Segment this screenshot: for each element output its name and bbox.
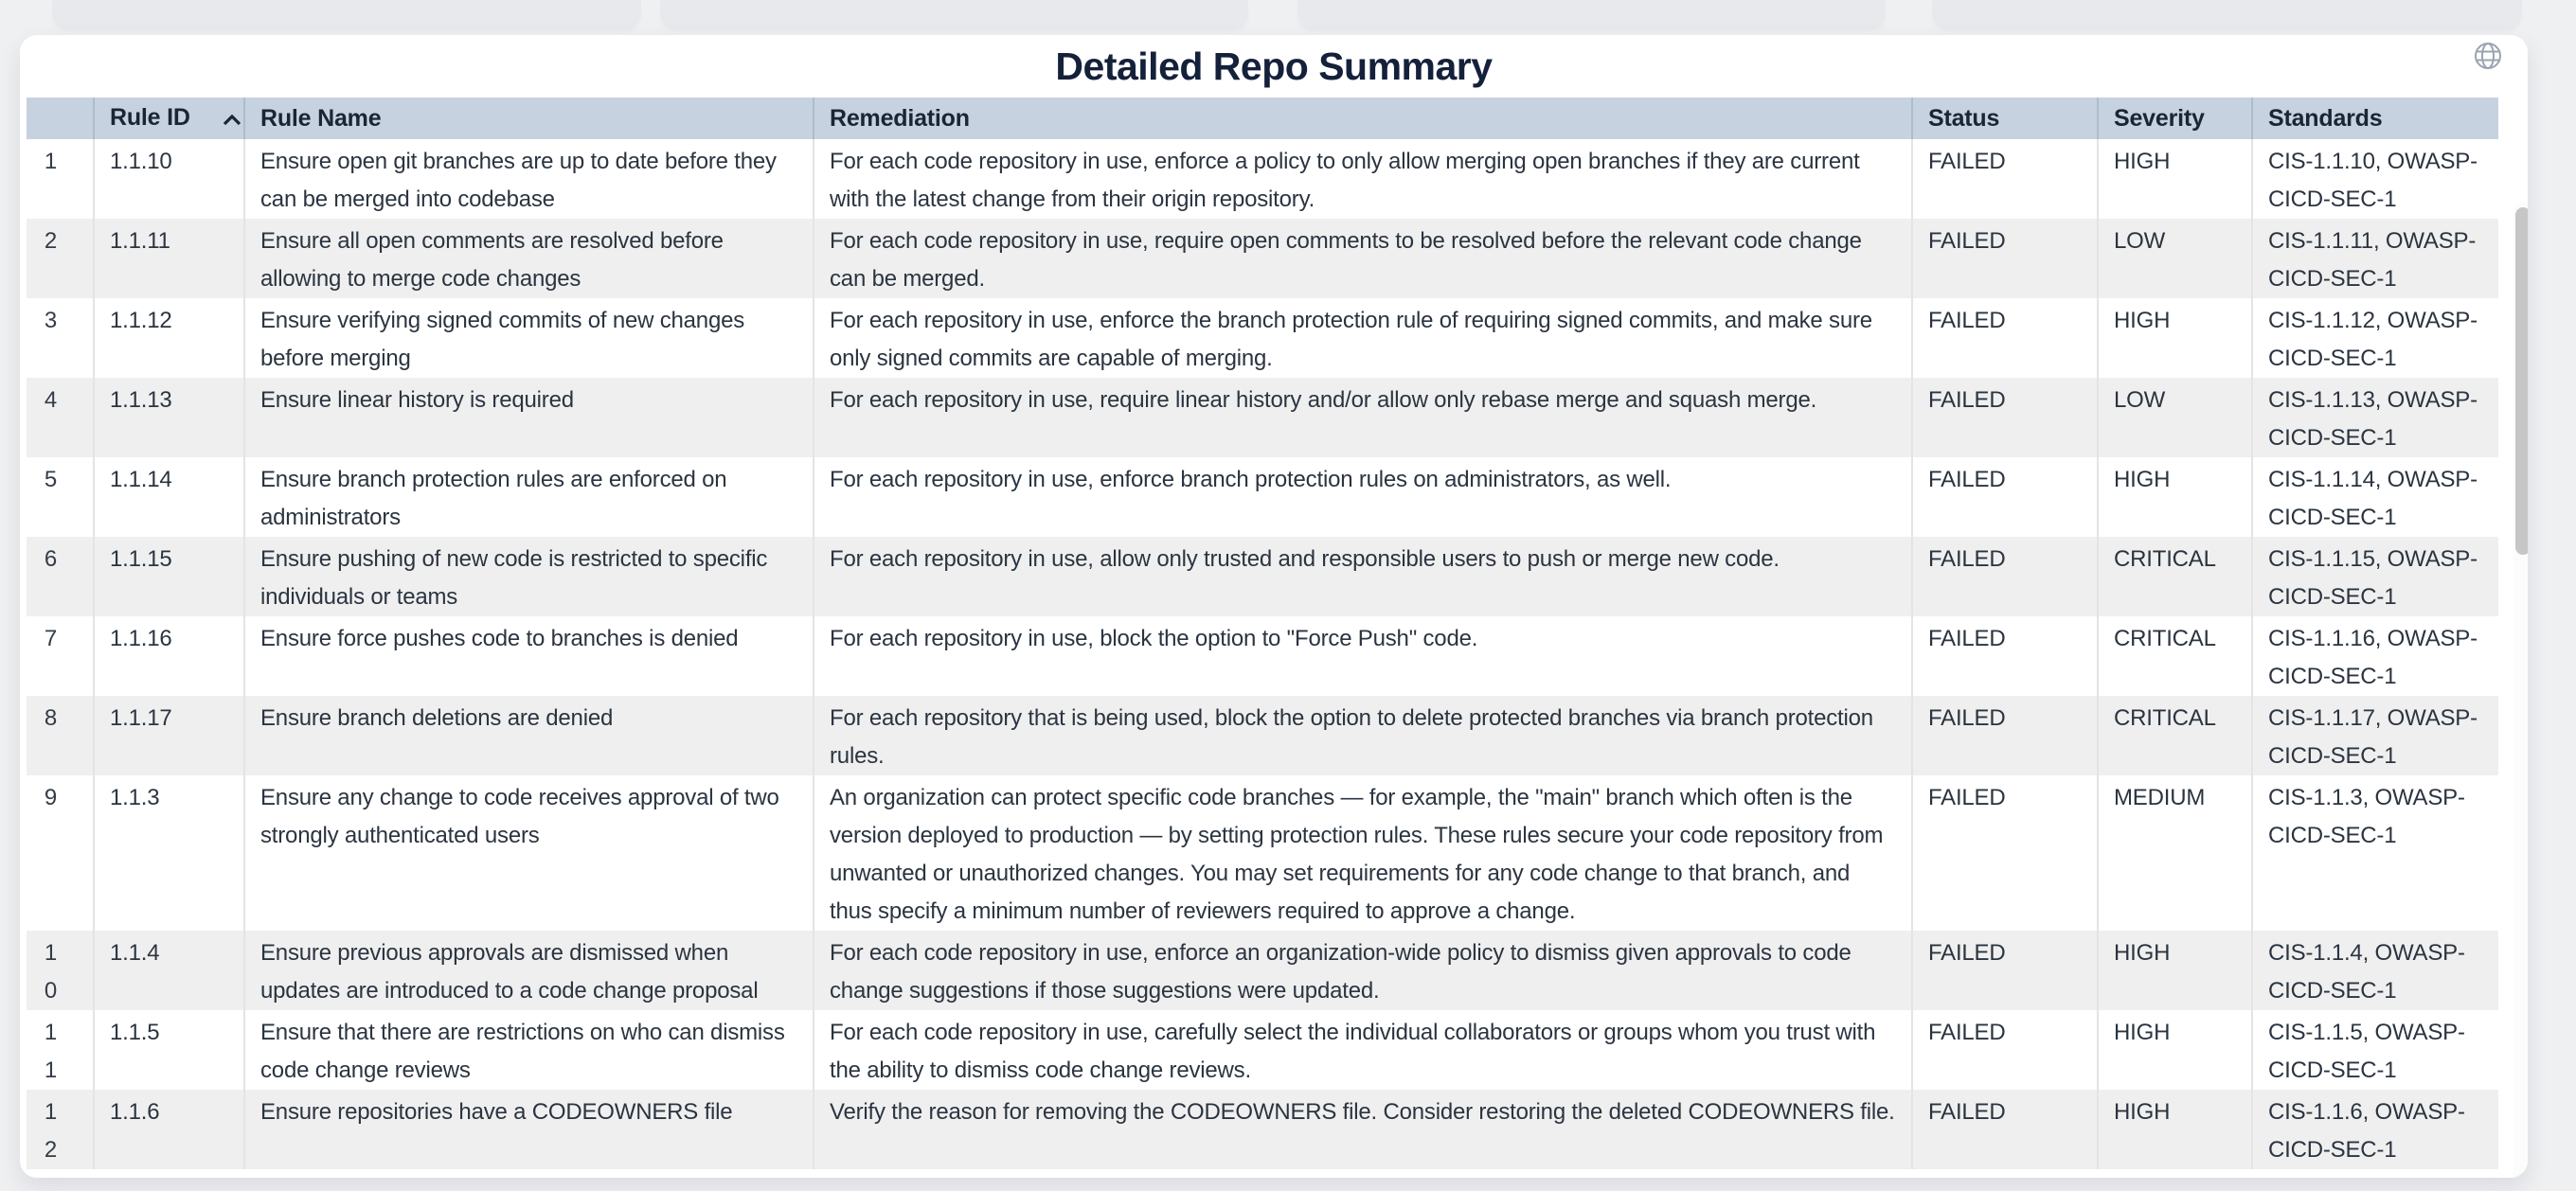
cell-row-index: 4 [27, 378, 94, 457]
cell-status: FAILED [1912, 139, 2098, 219]
cell-remediation: For each repository that is being used, block the option to delete protected branches via branch protection rules. [814, 696, 1912, 775]
cell-rule-id: 1.1.14 [94, 457, 244, 537]
cell-standards: CIS-1.1.11, OWASP-CICD-SEC-1 [2252, 219, 2498, 298]
table-row [27, 931, 2498, 1010]
column-header-remediation[interactable]: Remediation [814, 98, 1912, 139]
cell-status: FAILED [1912, 219, 2098, 298]
repo-summary-table [27, 98, 2498, 1169]
cell-row-index: 12 [27, 1090, 94, 1169]
cell-row-index: 11 [44, 1020, 57, 1083]
table-area [20, 98, 2528, 1169]
cell-remediation: For each code repository in use, enforce an organization-wide policy to dismiss given approvals to code change suggestions if those suggestions were updated. [814, 931, 1912, 1010]
cell-row-index: 3 [44, 308, 57, 333]
cell-status: FAILED [1912, 298, 2098, 378]
cell-remediation: For each code repository in use, enforce a policy to only allow merging open branches if they are current with the latest change from their origin repository. [814, 139, 1912, 219]
cell-row-index: 6 [27, 537, 94, 616]
cell-rule-id: 1.1.15 [94, 537, 244, 616]
cell-standards: CIS-1.1.16, OWASP-CICD-SEC-1 [2252, 616, 2498, 696]
column-header-rule-id[interactable] [94, 98, 244, 139]
cell-status: FAILED [1912, 696, 2098, 775]
cell-rule-id: 1.1.17 [94, 696, 244, 775]
cell-rule-name: Ensure repositories have a CODEOWNERS file [244, 1090, 814, 1169]
globe-icon[interactable] [2472, 40, 2504, 72]
cell-severity: HIGH [2098, 298, 2252, 378]
cell-rule-name: Ensure branch deletions are denied [244, 696, 814, 775]
column-header-rule-id-label: Rule ID [110, 104, 190, 132]
cell-row-index: 8 [27, 696, 94, 775]
table-row [27, 1010, 2498, 1090]
cell-rule-id: 1.1.4 [94, 931, 244, 1010]
sort-ascending-icon[interactable] [223, 105, 242, 133]
table-row [27, 696, 2498, 775]
cell-rule-name: Ensure that there are restrictions on who can dismiss code change reviews [244, 1010, 814, 1090]
cell-severity: HIGH [2098, 1090, 2252, 1169]
cell-standards: CIS-1.1.10, OWASP-CICD-SEC-1 [2252, 139, 2498, 219]
cell-standards: CIS-1.1.3, OWASP-CICD-SEC-1 [2252, 775, 2498, 931]
cropped-card-fragment [660, 0, 1248, 27]
cell-rule-name: Ensure verifying signed commits of new changes before merging [244, 298, 814, 378]
cell-rule-id: 1.1.11 [94, 219, 244, 298]
column-header-status[interactable]: Status [1912, 98, 2098, 139]
cell-rule-name: Ensure open git branches are up to date before they can be merged into codebase [244, 139, 814, 219]
card-header [20, 35, 2528, 98]
cell-severity: LOW [2098, 378, 2252, 457]
cell-status: FAILED [1912, 616, 2098, 696]
table-row [27, 298, 2498, 378]
cell-remediation: For each code repository in use, require open comments to be resolved before the relevant code change can be merged. [814, 219, 1912, 298]
cell-status: FAILED [1912, 931, 2098, 1010]
cropped-card-fragment [1297, 0, 1886, 27]
cell-severity: HIGH [2098, 457, 2252, 537]
cell-standards: CIS-1.1.5, OWASP-CICD-SEC-1 [2252, 1010, 2498, 1090]
cell-status: FAILED [1912, 457, 2098, 537]
cell-severity: HIGH [2098, 931, 2252, 1010]
cell-row-index: 7 [44, 626, 57, 651]
cell-status: FAILED [1912, 775, 2098, 931]
cell-remediation: For each repository in use, enforce branch protection rules on administrators, as well. [814, 457, 1912, 537]
cell-rule-id: 1.1.16 [94, 616, 244, 696]
cell-severity: HIGH [2098, 1010, 2252, 1090]
cell-rule-name: Ensure any change to code receives approval of two strongly authenticated users [244, 775, 814, 931]
cell-standards: CIS-1.1.13, OWASP-CICD-SEC-1 [2252, 378, 2498, 457]
cell-standards: CIS-1.1.15, OWASP-CICD-SEC-1 [2252, 537, 2498, 616]
table-row [27, 139, 2498, 219]
cell-rule-name: Ensure linear history is required [244, 378, 814, 457]
cell-rule-name: Ensure branch protection rules are enforced on administrators [244, 457, 814, 537]
table-row [27, 616, 2498, 696]
cell-row-index: 5 [44, 467, 57, 492]
cell-standards: CIS-1.1.4, OWASP-CICD-SEC-1 [2252, 931, 2498, 1010]
cell-rule-name: Ensure previous approvals are dismissed when updates are introduced to a code change proposal [244, 931, 814, 1010]
cell-standards: CIS-1.1.6, OWASP-CICD-SEC-1 [2252, 1090, 2498, 1169]
cell-severity: HIGH [2098, 139, 2252, 219]
cell-rule-id: 1.1.12 [94, 298, 244, 378]
table-row [27, 219, 2498, 298]
cell-severity: CRITICAL [2098, 537, 2252, 616]
table-body [27, 139, 2498, 1169]
detailed-repo-summary-card [20, 35, 2528, 1178]
table-row [27, 457, 2498, 537]
cell-rule-name: Ensure force pushes code to branches is denied [244, 616, 814, 696]
cell-row-index: 10 [27, 931, 94, 1010]
cell-remediation: For each repository in use, require linear history and/or allow only rebase merge and squash merge. [814, 378, 1912, 457]
cell-row-index: 2 [27, 219, 94, 298]
table-row [27, 1090, 2498, 1169]
table-row [27, 775, 2498, 931]
cell-severity: CRITICAL [2098, 696, 2252, 775]
cropped-card-fragment [52, 0, 641, 27]
column-header-standards[interactable]: Standards [2252, 98, 2498, 139]
cell-remediation: For each repository in use, block the option to "Force Push" code. [814, 616, 1912, 696]
cell-status: FAILED [1912, 378, 2098, 457]
vertical-scrollbar[interactable] [2513, 202, 2528, 1178]
column-header-rule-name[interactable]: Rule Name [244, 98, 814, 139]
cell-rule-id: 1.1.3 [94, 775, 244, 931]
table-row [27, 537, 2498, 616]
cell-remediation: For each code repository in use, carefully select the individual collaborators or groups whom you trust with the ability to dismiss code change reviews. [814, 1010, 1912, 1090]
cell-rule-name: Ensure all open comments are resolved before allowing to merge code changes [244, 219, 814, 298]
page-title: Detailed Repo Summary [1055, 44, 1493, 88]
cell-rule-id: 1.1.6 [94, 1090, 244, 1169]
cell-severity: CRITICAL [2098, 616, 2252, 696]
cell-severity: MEDIUM [2098, 775, 2252, 931]
table-header-row [27, 98, 2498, 139]
cell-rule-id: 1.1.10 [94, 139, 244, 219]
cell-remediation: An organization can protect specific code branches — for example, the "main" branch which often is the version deployed to production — by setting protection rules. These rules secure your code repository from unwanted or unauthorized changes. You may set requirements for any code change to that branch, and thus specify a minimum number of reviewers required to approve a change. [814, 775, 1912, 931]
cell-standards: CIS-1.1.14, OWASP-CICD-SEC-1 [2252, 457, 2498, 537]
column-header-index [27, 98, 94, 139]
column-header-severity[interactable]: Severity [2098, 98, 2252, 139]
cell-standards: CIS-1.1.17, OWASP-CICD-SEC-1 [2252, 696, 2498, 775]
cell-remediation: For each repository in use, allow only trusted and responsible users to push or merge new code. [814, 537, 1912, 616]
cell-remediation: Verify the reason for removing the CODEOWNERS file. Consider restoring the deleted CODEOWNERS file. [814, 1090, 1912, 1169]
cell-row-index: 9 [44, 785, 57, 810]
cropped-card-fragment [1932, 0, 2522, 27]
cell-severity: LOW [2098, 219, 2252, 298]
cell-status: FAILED [1912, 1090, 2098, 1169]
cell-rule-id: 1.1.5 [94, 1010, 244, 1090]
cell-rule-name: Ensure pushing of new code is restricted to specific individuals or teams [244, 537, 814, 616]
cell-row-index: 1 [44, 149, 57, 174]
cell-status: FAILED [1912, 1010, 2098, 1090]
cell-status: FAILED [1912, 537, 2098, 616]
cell-remediation: For each repository in use, enforce the branch protection rule of requiring signed commits, and make sure only signed commits are capable of merging. [814, 298, 1912, 378]
table-row [27, 378, 2498, 457]
scrollbar-thumb[interactable] [2515, 207, 2528, 555]
cell-standards: CIS-1.1.12, OWASP-CICD-SEC-1 [2252, 298, 2498, 378]
cell-rule-id: 1.1.13 [94, 378, 244, 457]
